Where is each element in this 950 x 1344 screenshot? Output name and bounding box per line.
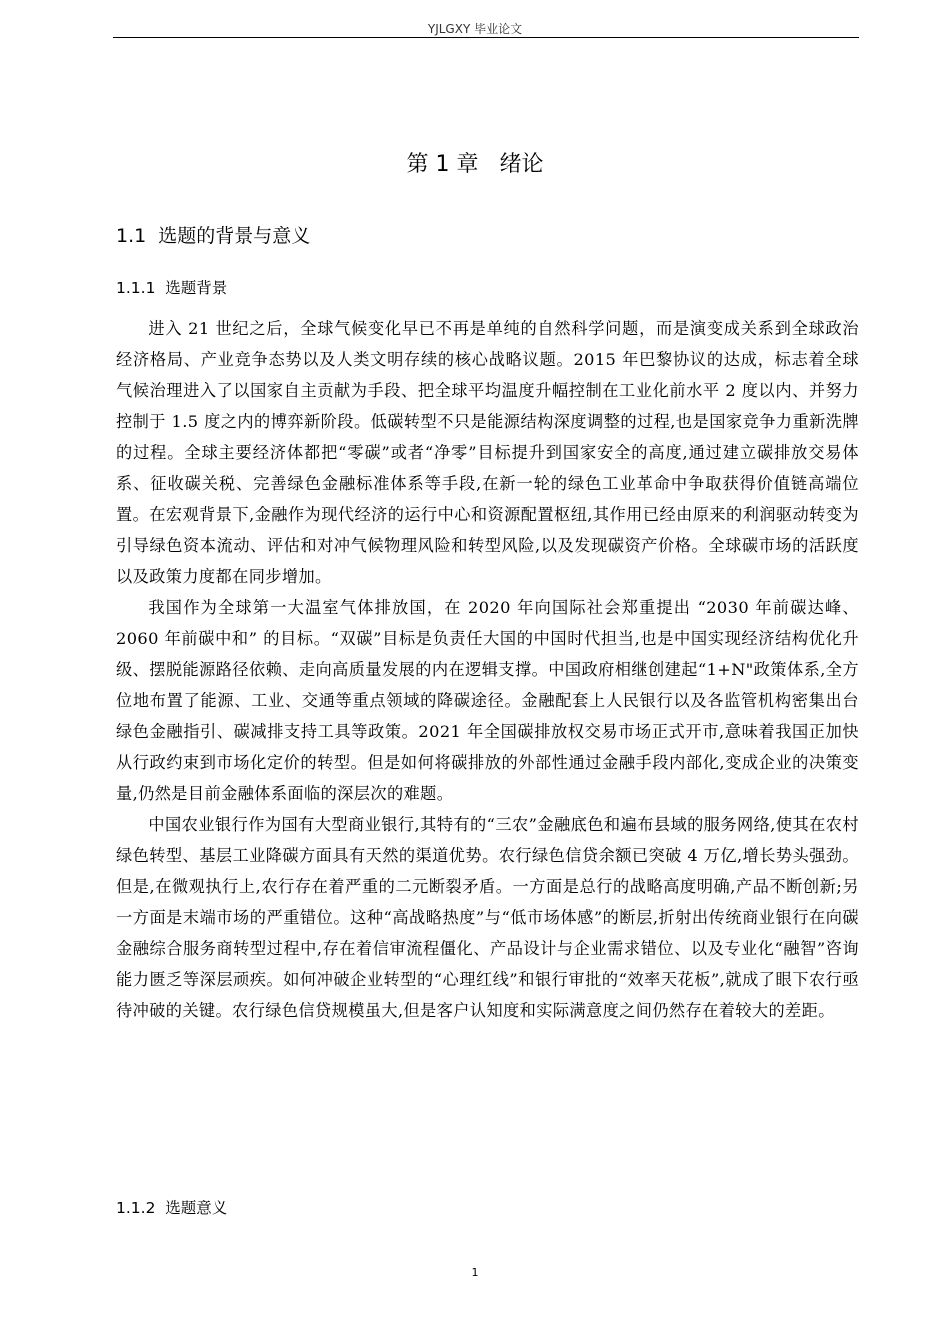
section-title: 1.1 选题的背景与意义 bbox=[116, 225, 311, 247]
page-header-text: YJLGXY 毕业论文 bbox=[427, 22, 523, 36]
subsection-title-background: 1.1.1 选题背景 bbox=[116, 279, 228, 297]
subsection-title-significance: 1.1.2 选题意义 bbox=[116, 1199, 228, 1217]
page-number: 1 bbox=[471, 1266, 479, 1279]
paragraph: 中国农业银行作为国有大型商业银行,其特有的“三农”金融底色和遍布县域的服务网络,使其在农村绿色转型、基层工业降碳方面具有天然的渠道优势。农行绿色信贷余额已突破 4 万亿,增长势头强劲。但是,在微观执行上,农行存在着严重的二元断裂矛盾。一方面是总行的战略高度明确,产品不断创新;另一方面是末端市场的严重错位。这种“高战略热度”与“低市场体感”的断层,折射出传统商业银行在向碳金融综合服务商转型过程中,存在着信审流程僵化、产品设计与企业需求错位、以及专业化“融智”咨询能力匮乏等深层顽疾。如何冲破企业转型的“心理红线”和银行审批的“效率天花板”,就成了眼下农行亟待冲破的关键。农行绿色信贷规模虽大,但是客户认知度和实际满意度之间仍然存在着较大的差距。 bbox=[116, 815, 859, 1020]
body-text bbox=[116, 313, 859, 1026]
paragraph: 我国作为全球第一大温室气体排放国，在 2020 年向国际社会郑重提出 “2030 年前碳达峰、2060 年前碳中和” 的目标。“双碳”目标是负责任大国的中国时代担当,也是中国实现经济结构优化升级、摆脱能源路径依赖、走向高质量发展的内在逻辑支撑。中国政府相继创建起“1+N"政策体系,全方位地布置了能源、工业、交通等重点领域的降碳途径。金融配套上人民银行以及各监管机构密集出台绿色金融指引、碳减排支持工具等政策。2021 年全国碳排放权交易市场正式开市,意味着我国正加快从行政约束到市场化定价的转型。但是如何将碳排放的外部性通过金融手段内部化,变成企业的决策变量,仍然是目前金融体系面临的深层次的难题。 bbox=[116, 598, 859, 803]
header-divider bbox=[113, 37, 859, 38]
paragraph: 进入 21 世纪之后，全球气候变化早已不再是单纯的自然科学问题，而是演变成关系到全球政治经济格局、产业竞争态势以及人类文明存续的核心战略议题。2015 年巴黎协议的达成，标志着全球气候治理进入了以国家自主贡献为手段、把全球平均温度升幅控制在工业化前水平 2 度以内、并努力控制于 1.5 度之内的博弈新阶段。低碳转型不只是能源结构深度调整的过程,也是国家竞争力重新洗牌的过程。全球主要经济体都把“零碳”或者“净零”目标提升到国家安全的高度,通过建立碳排放交易体系、征收碳关税、完善绿色金融标准体系等手段,在新一轮的绿色工业革命中争取获得价值链高端位置。在宏观背景下,金融作为现代经济的运行中心和资源配置枢纽,其作用已经由原来的利润驱动转变为引导绿色资本流动、评估和对冲气候物理风险和转型风险,以及发现碳资产价格。全球碳市场的活跃度以及政策力度都在同步增加。 bbox=[116, 319, 859, 586]
chapter-title: 第 1 章 绪论 bbox=[406, 152, 544, 177]
